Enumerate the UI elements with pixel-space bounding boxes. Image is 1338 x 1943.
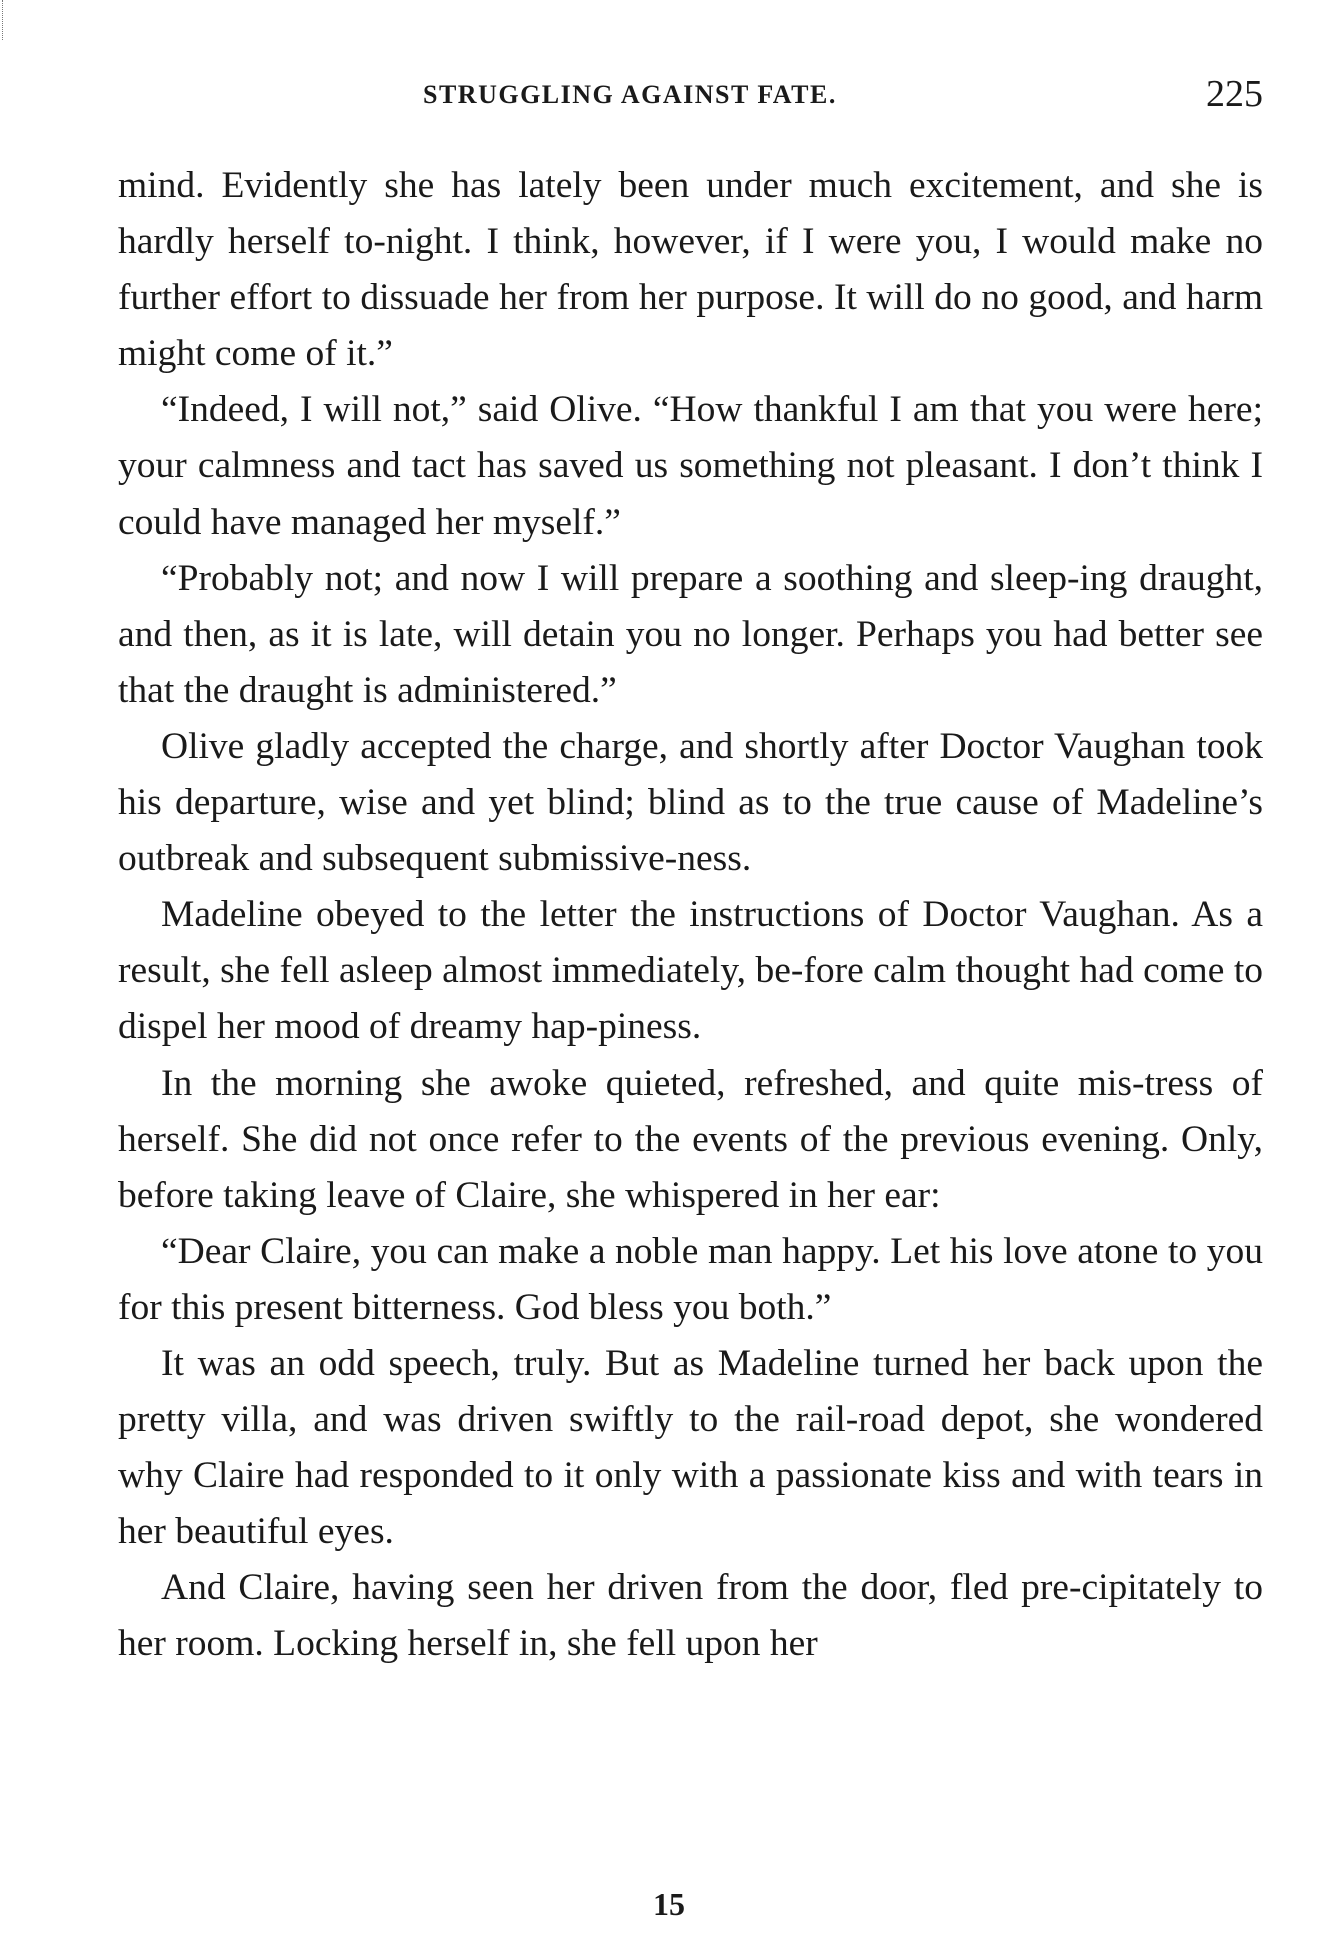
paragraph: And Claire, having seen her driven from the door, fled pre-cipitately to her room. Locking herself in, she fell upon her: [118, 1567, 1263, 1665]
paragraph: Madeline obeyed to the letter the instructions of Doctor Vaughan. As a result, she fell asleep almost immediately, be-fore calm thought had come to dispel her mood of dreamy hap-piness.: [118, 894, 1263, 1048]
page-edge-mark: [2, 0, 6, 40]
paragraph: Olive gladly accepted the charge, and shortly after Doctor Vaughan took his departure, wise and yet blind; blind as to the true cause of Madeline’s outbreak and subsequent submissive-ness.: [118, 725, 1263, 880]
page-footer: [0, 1886, 1338, 1923]
paragraph: “Indeed, I will not,” said Olive. “How thankful I am that you were here; your calmness and tact has saved us something not pleasant. I don’t think I could have managed her myself.”: [118, 389, 1263, 543]
signature-mark: 15: [653, 1886, 685, 1922]
paragraph: “Dear Claire, you can make a noble man happy. Let his love atone to you for this present bitterness. God bless you both.”: [118, 1230, 1263, 1328]
running-head: STRUGGLING AGAINST FATE.: [423, 80, 837, 109]
page-number: 225: [1206, 73, 1263, 115]
paragraph-continued: mind. Evidently she has lately been under much excitement, and she is hardly herself to-night. I think, however, if I were you, I would make no further effort to dissuade her from her purpose. It will do no good, and harm might come of it.”: [118, 165, 1263, 375]
page-header: [118, 72, 1263, 122]
paragraph: In the morning she awoke quieted, refreshed, and quite mis-tress of herself. She did not once refer to the events of the previous evening. Only, before taking leave of Claire, she whispered in her ear:: [118, 1062, 1263, 1216]
paragraph: It was an odd speech, truly. But as Madeline turned her back upon the pretty villa, and was driven swiftly to the rail-road depot, she wondered why Claire had responded to it only with a passionate kiss and with tears in her beautiful eyes.: [118, 1342, 1263, 1553]
paragraph: “Probably not; and now I will prepare a soothing and sleep-ing draught, and then, as it is late, will detain you no longer. Perhaps you had better see that the draught is administered.”: [118, 557, 1263, 711]
body-text: [118, 158, 1263, 1673]
